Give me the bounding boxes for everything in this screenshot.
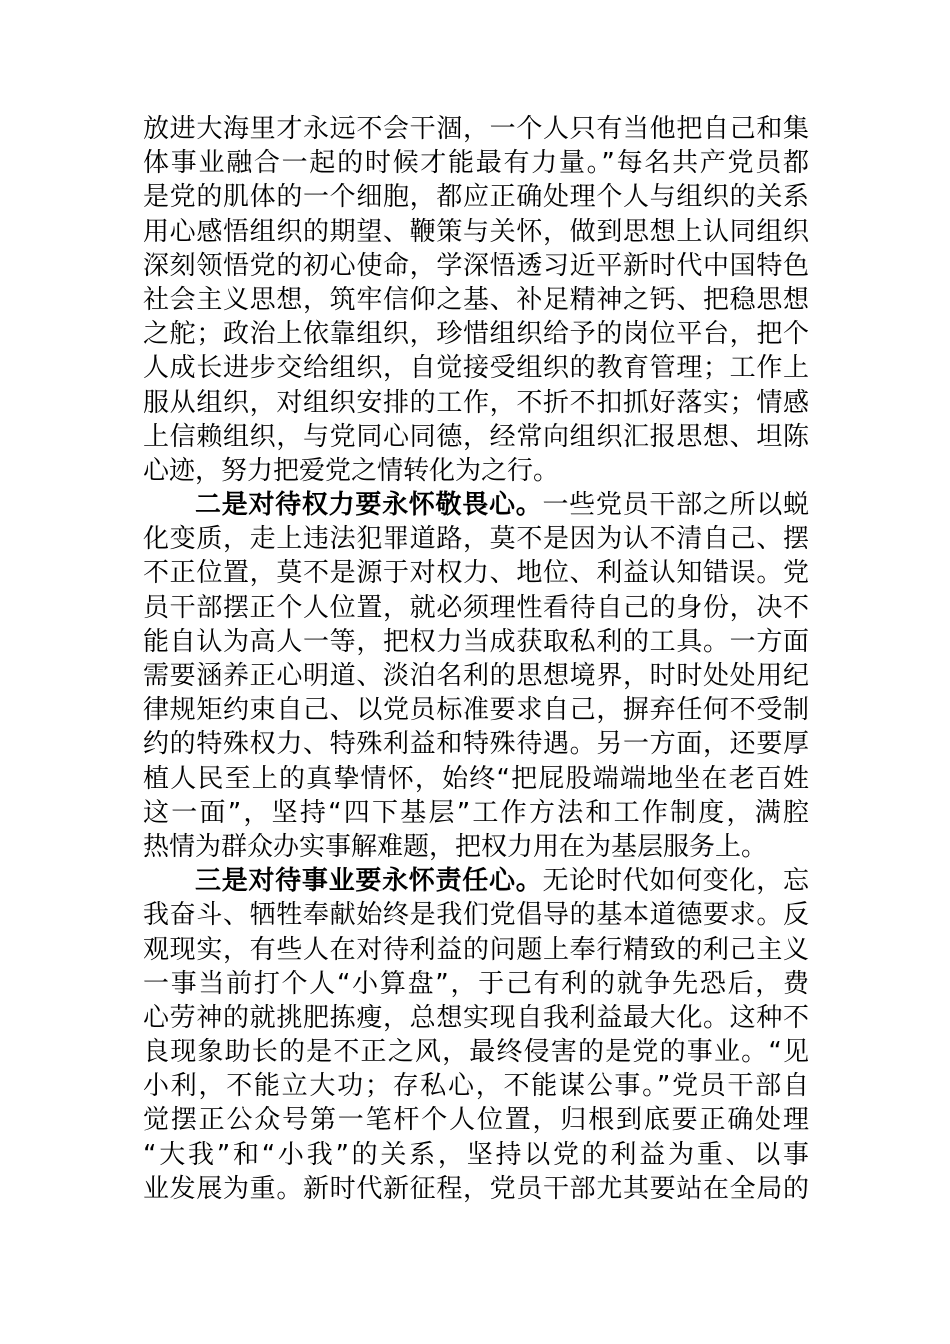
text-line: 觉摆正公众号第一笔杆个人位置，归根到底要正确处理 bbox=[143, 1105, 809, 1136]
text-line: 是党的肌体的一个细胞，都应正确处理个人与组织的关系 bbox=[143, 182, 809, 213]
section-heading: 三是对待事业要永怀责任心。 bbox=[195, 866, 543, 897]
body-text bbox=[143, 112, 809, 1206]
text-line: 服从组织，对组织安排的工作，不折不扣抓好落实；情感 bbox=[143, 387, 809, 418]
text-line: 放进大海里才永远不会干涸，一个人只有当他把自己和集 bbox=[143, 114, 809, 144]
text-line: 用心感悟组织的期望、鞭策与关怀，做到思想上认同组织 bbox=[143, 216, 809, 247]
text-line: 观现实，有些人在对待利益的问题上奉行精致的利己主义 bbox=[143, 934, 809, 965]
section-heading: 二是对待权力要永怀敬畏心。 bbox=[195, 490, 543, 521]
text-line: 员干部摆正个人位置，就必须理性看待自己的身份，决不 bbox=[143, 592, 809, 623]
text-line: 我奋斗、牺牲奉献始终是我们党倡导的基本道德要求。反 bbox=[143, 900, 809, 931]
text-line: 一事当前打个人“小算盘”，于己有利的就争先恐后，费 bbox=[143, 968, 809, 999]
text-line: “大我”和“小我”的关系，坚持以党的利益为重、以事 bbox=[143, 1139, 809, 1170]
text-line: 小利，不能立大功；存私心，不能谋公事。”党员干部自 bbox=[143, 1071, 809, 1102]
text-line: 植人民至上的真挚情怀，始终“把屁股端端地坐在老百姓 bbox=[143, 763, 809, 794]
text-line: 上信赖组织，与党同心同德，经常向组织汇报思想、坦陈 bbox=[143, 421, 809, 452]
text-line: 心劳神的就挑肥拣瘦，总想实现自我利益最大化。这种不 bbox=[143, 1002, 809, 1033]
text-line: 不正位置，莫不是源于对权力、地位、利益认知错误。党 bbox=[143, 558, 809, 589]
text-line: 人成长进步交给组织，自觉接受组织的教育管理；工作上 bbox=[143, 353, 809, 384]
text-run: 一些党员干部之所以蜕 bbox=[542, 490, 809, 521]
text-line: 律规矩约束自己、以党员标准要求自己，摒弃任何不受制 bbox=[143, 695, 809, 726]
paragraph-first-line bbox=[143, 488, 809, 522]
text-line: 体事业融合一起的时候才能最有力量。”每名共产党员都 bbox=[143, 148, 809, 179]
text-line: 化变质，走上违法犯罪道路，莫不是因为认不清自己、摆 bbox=[143, 524, 809, 555]
paragraph-first-line bbox=[143, 864, 809, 898]
text-line: 业发展为重。新时代新征程，党员干部尤其要站在全局的 bbox=[143, 1173, 809, 1204]
text-run: 无论时代如何变化，忘 bbox=[542, 866, 809, 897]
text-line: 热情为群众办实事解难题，把权力用在为基层服务上。 bbox=[143, 831, 768, 862]
text-line: 社会主义思想，筑牢信仰之基、补足精神之钙、把稳思想 bbox=[143, 284, 809, 315]
text-line: 约的特殊权力、特殊利益和特殊待遇。另一方面，还要厚 bbox=[143, 729, 809, 760]
text-line: 之舵；政治上依靠组织，珍惜组织给予的岗位平台，把个 bbox=[143, 319, 809, 350]
text-line: 需要涵养正心明道、淡泊名利的思想境界，时时处处用纪 bbox=[143, 661, 809, 691]
text-line: 深刻领悟党的初心使命，学深悟透习近平新时代中国特色 bbox=[143, 250, 809, 281]
text-line: 良现象助长的是不正之风，最终侵害的是党的事业。“见 bbox=[143, 1037, 809, 1068]
text-line: 这一面”，坚持“四下基层”工作方法和工作制度，满腔 bbox=[143, 797, 809, 828]
text-line: 能自认为高人一等，把权力当成获取私利的工具。一方面 bbox=[143, 626, 809, 657]
text-line: 心迹，努力把爱党之情转化为之行。 bbox=[143, 455, 560, 486]
